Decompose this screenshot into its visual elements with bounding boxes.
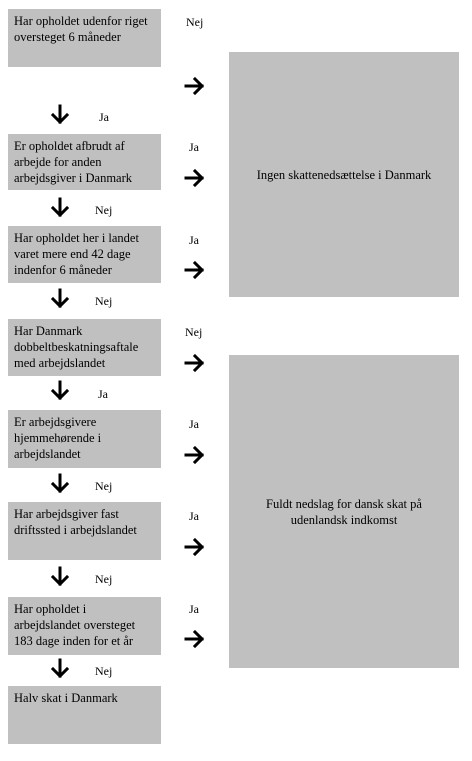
arrow-right-icon: [184, 169, 206, 187]
arrow-right-icon: [184, 538, 206, 556]
arrow-right-icon: [184, 77, 206, 95]
side-label-5: Ja: [189, 417, 199, 431]
outcome-no-tax-reduction-text: Ingen skattenedsættelse i Danmark: [256, 167, 432, 182]
down-label-6: Nej: [95, 572, 113, 586]
side-label-7: Ja: [189, 602, 199, 616]
arrow-down-icon: [51, 197, 69, 219]
side-label-3: Ja: [189, 233, 199, 247]
arrow-down-icon: [51, 473, 69, 495]
arrow-right-icon: [184, 446, 206, 464]
question-box-6: Har arbejdsgiver fast driftssted i arbejdslandet: [8, 502, 161, 560]
question-box-7: Har opholdet i arbejdslandet oversteget 183 dage inden for et år: [8, 597, 161, 655]
arrow-down-icon: [51, 380, 69, 402]
side-label-1: Nej: [186, 15, 204, 29]
arrow-down-icon: [51, 658, 69, 680]
outcome-no-tax-reduction: [229, 52, 459, 297]
question-box-3: Har opholdet her i landet varet mere end 42 dage indenfor 6 måneder: [8, 226, 161, 283]
question-box-1: Har opholdet udenfor riget oversteget 6 måneder: [8, 9, 161, 67]
question-box-4: Har Danmark dobbeltbeskatningsaftale med arbejdslandet: [8, 319, 161, 376]
down-label-4: Ja: [98, 387, 108, 401]
question-box-2: Er opholdet afbrudt af arbejde for anden arbejdsgiver i Danmark: [8, 134, 161, 190]
outcome-full-relief-text: Fuldt nedslag for dansk skat på udenlandsk indkomst: [266, 496, 422, 527]
down-label-3: Nej: [95, 294, 113, 308]
down-label-2: Nej: [95, 203, 113, 217]
arrow-down-icon: [51, 566, 69, 588]
arrow-down-icon: [51, 104, 69, 126]
down-label-5: Nej: [95, 479, 113, 493]
arrow-down-icon: [51, 288, 69, 310]
side-label-2: Ja: [189, 140, 199, 154]
result-half-tax-box: Halv skat i Danmark: [8, 686, 161, 744]
side-label-6: Ja: [189, 509, 199, 523]
arrow-right-icon: [184, 354, 206, 372]
question-box-5: Er arbejdsgivere hjemmehørende i arbejdslandet: [8, 410, 161, 468]
outcome-full-relief: [229, 355, 459, 668]
down-label-1: Ja: [99, 110, 109, 124]
side-label-4: Nej: [185, 325, 203, 339]
down-label-7: Nej: [95, 664, 113, 678]
arrow-right-icon: [184, 630, 206, 648]
arrow-right-icon: [184, 261, 206, 279]
